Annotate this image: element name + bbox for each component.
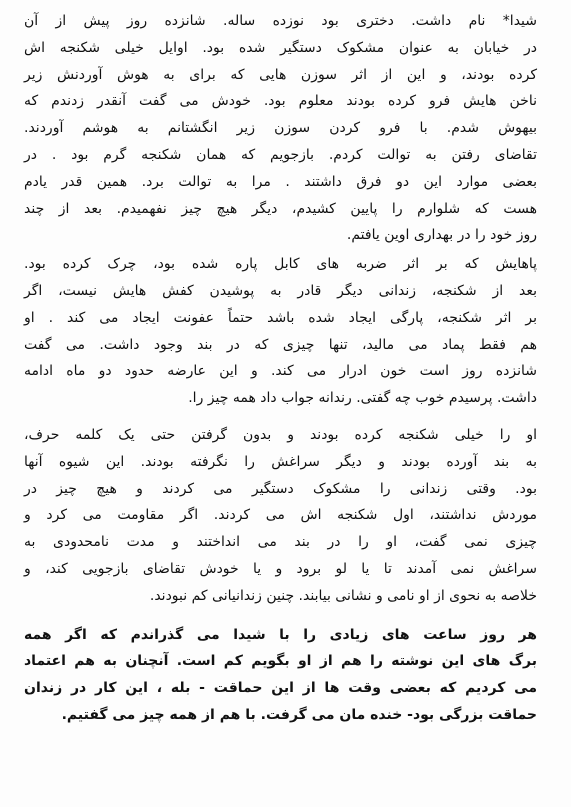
text-line: بیهوش شدم. با فرو کردن سوزن زیر انگشتانم به هوشم آوردند. — [24, 120, 537, 137]
text-line: حماقت بزرگی بود- خنده مان می گرفت. با هم از همه چیز می گفتیم. — [61, 706, 537, 723]
text-line: بعضی موارد این دو فرق داشتند . مرا به توالت برد. همین قدر یادم — [24, 173, 537, 190]
text-line: هر روز ساعت های زیادی را با شیدا می گذراندم که اگر همه — [24, 626, 537, 643]
text-line: برگ های این نوشته را هم از او بگویم کم است. آنچنان به هم اعتماد — [24, 653, 537, 670]
text-line: پاهایش که بر اثر ضربه های کابل پاره شده بود، چرک کرده بود. — [24, 256, 537, 273]
text-line: کرده بودند، و این از اثر سوزن هایی که برای به هوش آوردنش زیر — [24, 66, 537, 83]
paragraph-5 — [24, 622, 537, 729]
text-line: هم فقط پماد می مالید، تنها چیزی که در بند وجود داشت. می گفت — [24, 336, 537, 353]
text-line: به بند آورده بودند و دیگر سراغش را نگرفته بودند. این شیوه آنها — [24, 453, 537, 470]
text-line: چیزی نمی گفت، او را در بند می انداختند و مدت نامحدودی به — [24, 534, 537, 551]
text-line: هست که شلوارم را پایین کشیدم، دیگر هیچ چیز نفهمیدم. بعد از چند — [24, 200, 537, 217]
text-line: می کردیم که بعضی وقت ها از این حماقت - بله ، این کار در زندان — [24, 680, 537, 697]
paragraph-1 — [24, 8, 537, 142]
paragraph-2 — [24, 142, 537, 249]
text-line: شیدا* نام داشت. دختری بود نوزده ساله. شانزده روز پیش از آن — [24, 13, 537, 29]
paragraph-3 — [24, 251, 537, 412]
text-line: داشت. پرسیدم خوب چه گفتی. رندانه جواب داد همه چیز را. — [188, 390, 537, 407]
paragraph-4 — [24, 422, 537, 610]
text-line: خلاصه به نحوی از او نامی و نشانی بیابند. چنین زندانیانی کم نبودند. — [149, 587, 537, 604]
text-line: ناخن هایش فرو کرده بودند معلوم بود. خودش می گفت آنقدر زدندم که — [24, 93, 537, 110]
text-line: موردش نداشتند، اول شکنجه اش می کردند. اگر مقاومت می کرد و — [24, 507, 537, 524]
text-line: در خیابان به عنوان مشکوک دستگیر شده بود. اوایل خیلی شکنجه اش — [24, 39, 537, 56]
text-line: روز خود را در بهداری اوین یافتم. — [346, 227, 537, 244]
text-line: شانزده روز است خون ادرار می کند. و این عارضه حدود دو ماه ادامه — [24, 363, 537, 380]
text-line: او را خیلی شکنجه کرده بودند و بدون گرفتن حتی یک کلمه حرف، — [24, 426, 537, 443]
text-line: سراغش نمی آمدند تا یا لو برود و یا خودش تقاضای بازجویی کند، و — [24, 560, 537, 577]
text-line: بعد از شکنجه، زندانی دیگر قادر به پوشیدن کفش هایش نیست، اگر — [24, 282, 537, 299]
text-line: تقاضای رفتن به توالت کردم. بازجویم که همان شکنجه گرم بود . در — [24, 146, 537, 163]
text-line: بر اثر شکنجه، پارگی ایجاد شده باشد حتماً عفونت ایجاد می کند . او — [24, 309, 537, 326]
body-text — [24, 8, 537, 729]
text-line: بود. وقتی زندانی را مشکوک دستگیر می کردند و هیچ چیز در — [24, 480, 537, 497]
